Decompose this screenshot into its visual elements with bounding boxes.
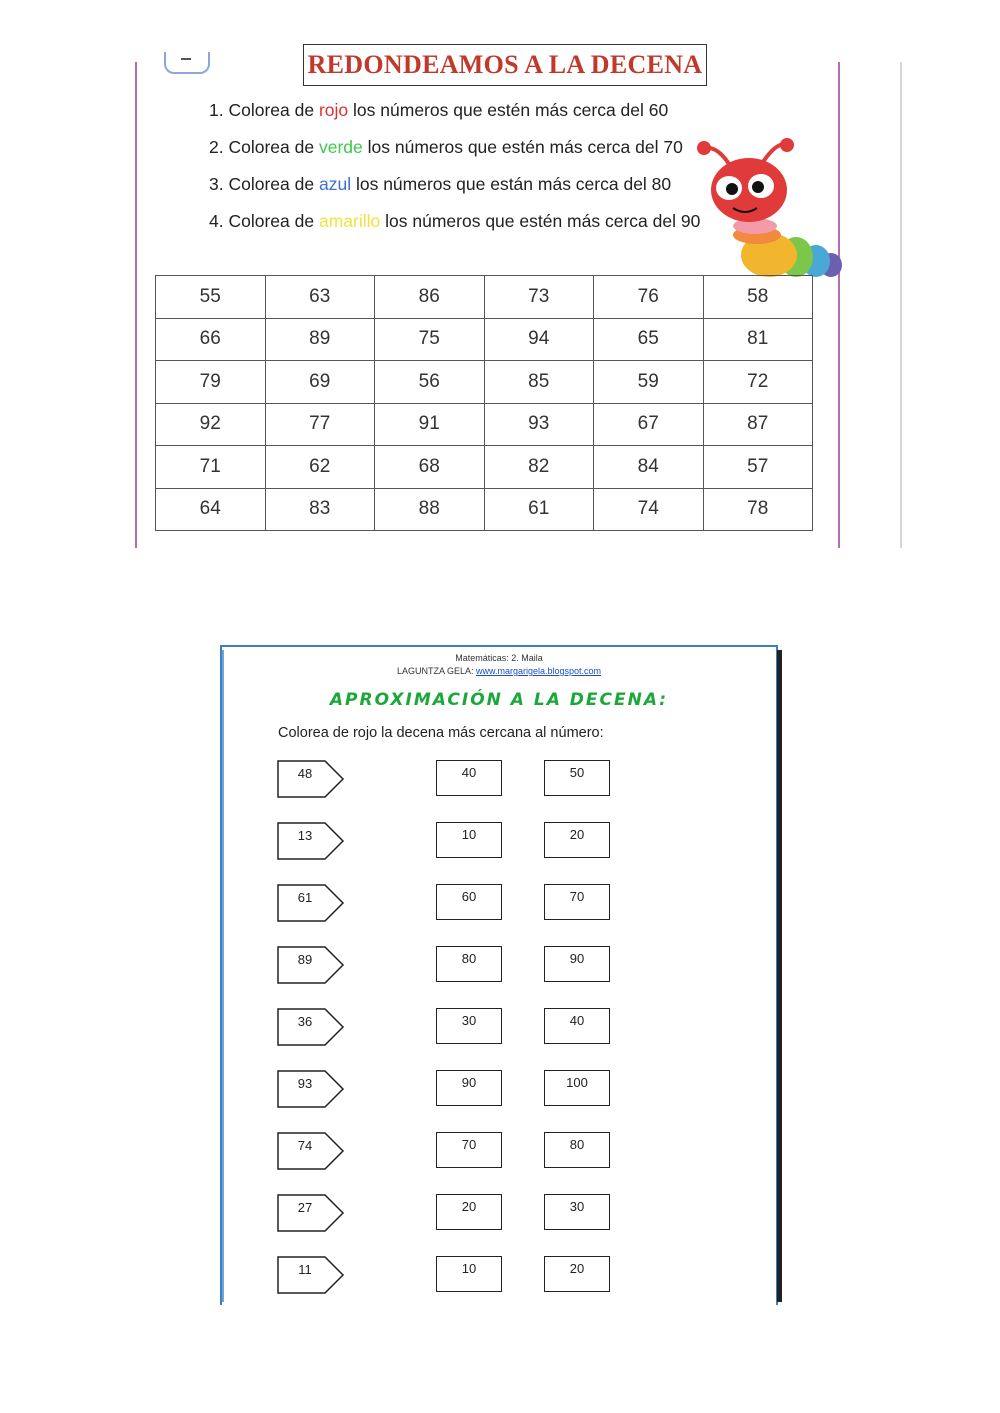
number-arrow-tag — [277, 946, 345, 984]
grid-cell[interactable]: 76 — [594, 276, 704, 319]
exercise-number: 74 — [297, 1138, 313, 1153]
instruction-number: 3. — [209, 174, 224, 194]
exercise-row — [0, 1256, 1000, 1294]
worksheet-title: REDONDEAMOS A LA DECENA — [307, 50, 703, 79]
grid-cell[interactable]: 63 — [265, 276, 375, 319]
instruction-text: los números que estén más cerca del 70 — [367, 137, 683, 157]
exercise-number: 89 — [297, 952, 313, 967]
grid-cell[interactable]: 86 — [375, 276, 485, 319]
instruction-text: los números que estén más cerca del 60 — [353, 100, 669, 120]
caterpillar-icon — [695, 132, 843, 282]
grid-cell[interactable]: 71 — [156, 446, 266, 489]
number-arrow-tag — [277, 1194, 345, 1232]
grid-cell[interactable]: 77 — [265, 403, 375, 446]
grid-cell[interactable]: 69 — [265, 361, 375, 404]
instruction-2 — [209, 137, 683, 158]
grid-cell[interactable]: 75 — [375, 318, 485, 361]
exercise-number: 13 — [297, 828, 313, 843]
instruction-text: Colorea de — [228, 211, 315, 231]
decade-option-upper[interactable]: 70 — [544, 884, 610, 920]
grid-cell[interactable]: 89 — [265, 318, 375, 361]
number-arrow-tag — [277, 1008, 345, 1046]
instruction-number: 4. — [209, 211, 224, 231]
page-border-left — [135, 62, 137, 548]
header-subject: Matemáticas: 2. Maila — [455, 653, 543, 663]
decade-option-upper[interactable]: 30 — [544, 1194, 610, 1230]
corner-mark-icon — [164, 52, 210, 74]
grid-cell[interactable]: 73 — [484, 276, 594, 319]
page-edge-line — [900, 62, 902, 548]
grid-cell[interactable]: 61 — [484, 488, 594, 531]
color-word-green: verde — [318, 137, 363, 157]
decade-option-lower[interactable]: 90 — [436, 1070, 502, 1106]
table-row — [156, 446, 813, 489]
grid-cell[interactable]: 67 — [594, 403, 704, 446]
instruction-text: Colorea de — [228, 137, 315, 157]
grid-cell[interactable]: 55 — [156, 276, 266, 319]
grid-cell[interactable]: 87 — [703, 403, 813, 446]
number-arrow-tag — [277, 760, 345, 798]
table-row — [156, 318, 813, 361]
instruction-3 — [209, 174, 671, 195]
instruction-4 — [209, 211, 700, 232]
grid-cell[interactable]: 62 — [265, 446, 375, 489]
grid-cell[interactable]: 59 — [594, 361, 704, 404]
exercise-row — [0, 884, 1000, 922]
decade-option-upper[interactable]: 20 — [544, 822, 610, 858]
grid-cell[interactable]: 84 — [594, 446, 704, 489]
exercise-row — [0, 760, 1000, 798]
grid-cell[interactable]: 88 — [375, 488, 485, 531]
grid-cell[interactable]: 94 — [484, 318, 594, 361]
table-row — [156, 403, 813, 446]
grid-cell[interactable]: 64 — [156, 488, 266, 531]
color-word-yellow: amarillo — [318, 211, 381, 231]
decade-option-lower[interactable]: 30 — [436, 1008, 502, 1044]
exercise-row — [0, 946, 1000, 984]
exercise-number: 61 — [297, 890, 313, 905]
grid-cell[interactable]: 66 — [156, 318, 266, 361]
grid-cell[interactable]: 68 — [375, 446, 485, 489]
exercise-row — [0, 1008, 1000, 1046]
worksheet-title-box — [303, 44, 707, 86]
decade-option-lower[interactable]: 20 — [436, 1194, 502, 1230]
decade-option-upper[interactable]: 80 — [544, 1132, 610, 1168]
table-row — [156, 361, 813, 404]
instruction-number: 2. — [209, 137, 224, 157]
grid-cell[interactable]: 91 — [375, 403, 485, 446]
instruction-text: los números que están más cerca del 80 — [355, 174, 672, 194]
grid-cell[interactable]: 56 — [375, 361, 485, 404]
number-arrow-tag — [277, 884, 345, 922]
exercise-row — [0, 1132, 1000, 1170]
grid-cell[interactable]: 58 — [703, 276, 813, 319]
number-arrow-tag — [277, 1070, 345, 1108]
decade-option-lower[interactable]: 60 — [436, 884, 502, 920]
grid-cell[interactable]: 78 — [703, 488, 813, 531]
exercise-number: 27 — [297, 1200, 313, 1215]
header-credit-label: LAGUNTZA GELA: — [396, 666, 474, 676]
numbers-grid — [155, 275, 813, 531]
exercise-number: 11 — [298, 1262, 312, 1277]
instruction-1 — [209, 100, 668, 121]
grid-cell[interactable]: 85 — [484, 361, 594, 404]
decade-option-lower[interactable]: 80 — [436, 946, 502, 982]
grid-cell[interactable]: 57 — [703, 446, 813, 489]
decade-option-lower[interactable]: 70 — [436, 1132, 502, 1168]
header-link[interactable]: www.margarigela.blogspot.com — [475, 666, 602, 676]
color-word-red: rojo — [318, 100, 349, 120]
decade-option-lower[interactable]: 40 — [436, 760, 502, 796]
grid-cell[interactable]: 79 — [156, 361, 266, 404]
exercise-row — [0, 1070, 1000, 1108]
worksheet-header — [220, 652, 778, 678]
worksheet-instruction: Colorea de rojo la decena más cercana al número: — [278, 725, 604, 741]
decade-option-upper[interactable]: 20 — [544, 1256, 610, 1292]
exercise-number: 48 — [297, 766, 313, 781]
exercise-row — [0, 822, 1000, 860]
number-arrow-tag — [277, 1256, 345, 1294]
instruction-number: 1. — [209, 100, 224, 120]
exercise-number: 93 — [297, 1076, 313, 1091]
number-arrow-tag — [277, 822, 345, 860]
grid-cell[interactable]: 72 — [703, 361, 813, 404]
number-arrow-tag — [277, 1132, 345, 1170]
decade-option-lower[interactable]: 10 — [436, 1256, 502, 1292]
grid-cell[interactable]: 81 — [703, 318, 813, 361]
instruction-text: Colorea de — [228, 174, 315, 194]
instruction-text: los números que estén más cerca del 90 — [385, 211, 701, 231]
table-row — [156, 276, 813, 319]
decade-option-upper[interactable]: 40 — [544, 1008, 610, 1044]
exercise-number: 36 — [297, 1014, 313, 1029]
header-credit — [220, 665, 778, 678]
grid-cell[interactable]: 74 — [594, 488, 704, 531]
grid-cell[interactable]: 92 — [156, 403, 266, 446]
color-word-blue: azul — [318, 174, 352, 194]
exercise-row — [0, 1194, 1000, 1232]
decade-option-upper[interactable]: 50 — [544, 760, 610, 796]
table-row — [156, 488, 813, 531]
instruction-text: Colorea de — [228, 100, 315, 120]
worksheet-title: APROXIMACIÓN A LA DECENA: — [329, 690, 669, 710]
decade-option-upper[interactable]: 90 — [544, 946, 610, 982]
decade-option-lower[interactable]: 10 — [436, 822, 502, 858]
decade-option-upper[interactable]: 100 — [544, 1070, 610, 1106]
grid-cell[interactable]: 83 — [265, 488, 375, 531]
grid-cell[interactable]: 93 — [484, 403, 594, 446]
grid-cell[interactable]: 82 — [484, 446, 594, 489]
grid-cell[interactable]: 65 — [594, 318, 704, 361]
